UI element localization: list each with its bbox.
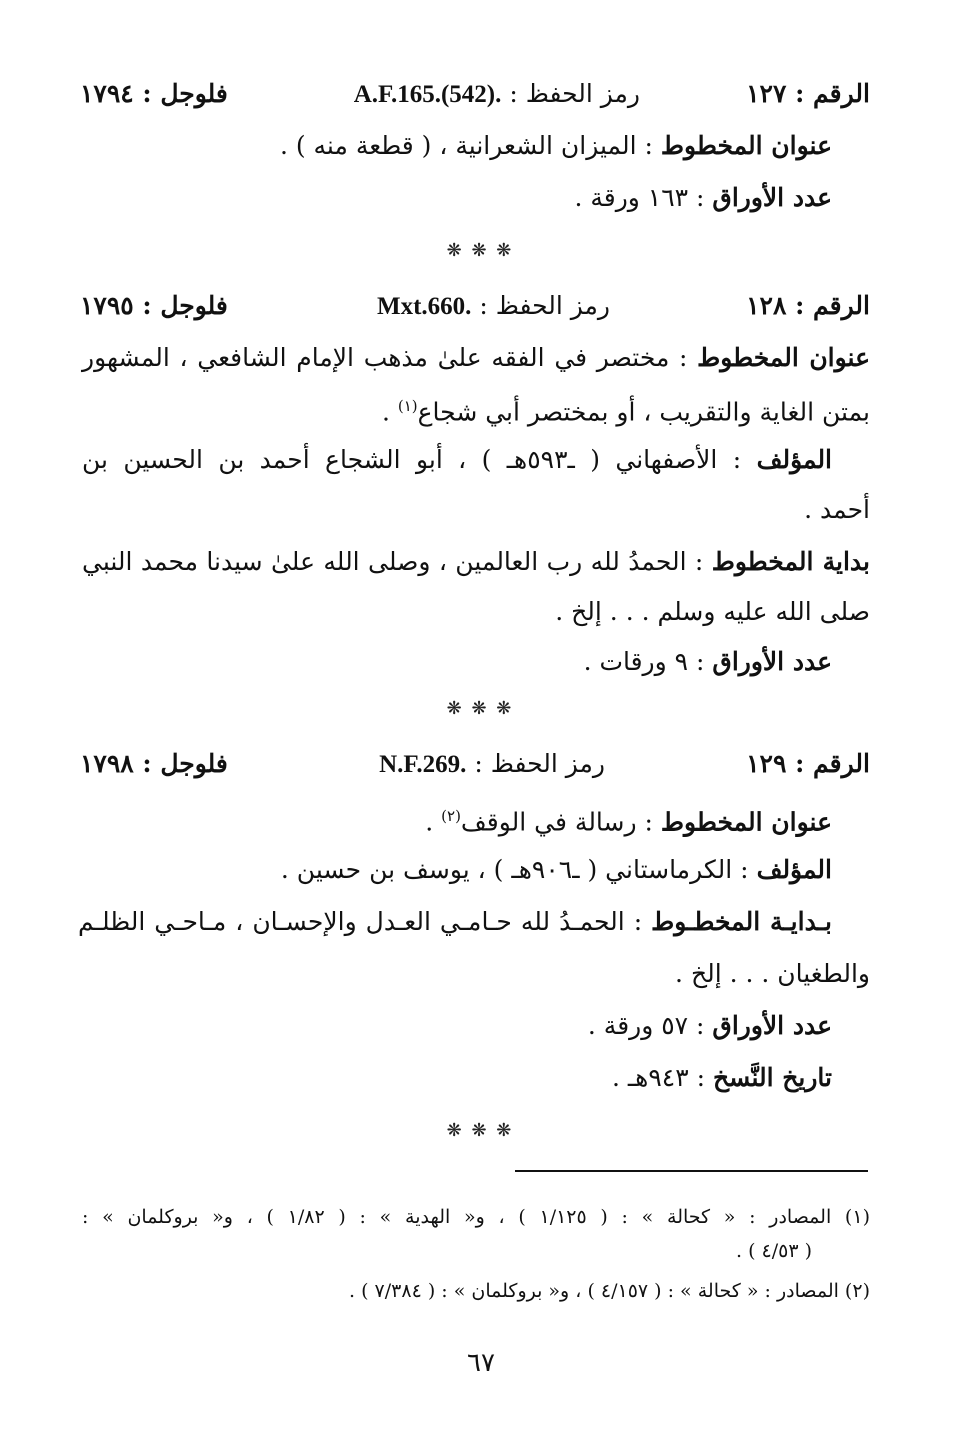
- entry-header: [80, 288, 870, 324]
- title-label: عنوان المخطوط: [697, 343, 871, 372]
- author-line: [82, 442, 832, 478]
- entry-number: الرقم : ١٢٧: [746, 79, 870, 108]
- storage-code: [354, 76, 640, 113]
- begin-line: [78, 904, 832, 940]
- leaves-line: [588, 1008, 832, 1044]
- author-line-2: [804, 492, 870, 528]
- entry-header: [80, 76, 870, 112]
- entry-header: [80, 746, 870, 782]
- leaves-label: عدد الأوراق: [712, 183, 832, 212]
- storage-code-value: Mxt.660.: [376, 293, 472, 320]
- author-text: : الأصفهاني ( ـ٥٩٣هـ ) ، أبو الشجاع أحمد بن الحسين بن: [82, 445, 742, 474]
- begin-line-2: [555, 594, 870, 630]
- title-label: عنوان المخطوط: [660, 131, 832, 160]
- storage-code-label: رمز الحفظ :: [509, 79, 640, 108]
- flugel-number: فلوجل : ١٧٩٥: [80, 291, 228, 320]
- storage-code-value: A.F.165.(542).: [353, 81, 502, 108]
- footnote-rule: [515, 1170, 868, 1172]
- begin-line: [82, 544, 870, 580]
- leaves-text: : ١٦٣ ورقة .: [574, 183, 705, 212]
- page-number: ٦٧: [467, 1348, 495, 1378]
- title-text: : رسالة في الوقف: [460, 807, 653, 837]
- author-label: المؤلف: [756, 445, 833, 474]
- footnote-1-cont: ( ٤/٥٣ ) .: [735, 1240, 812, 1262]
- begin-text-cont: صلى الله عليه وسلم . . . إلخ .: [555, 597, 870, 626]
- title-line: [82, 340, 870, 376]
- copy-date-line: [612, 1060, 832, 1096]
- leaves-label: عدد الأوراق: [712, 1011, 832, 1040]
- leaves-line: [574, 180, 832, 216]
- footnote-2: (٢) المصادر : « كحالة » : ( ٤/١٥٧ ) ، و« بروكلمان » : ( ٧/٣٨٤ ) .: [349, 1280, 870, 1302]
- entry-number: الرقم : ١٢٨: [746, 291, 870, 320]
- flugel-number: فلوجل : ١٧٩٨: [80, 749, 228, 778]
- storage-code-value: N.F.269.: [379, 751, 467, 778]
- title-text: : الميزان الشعرانية ، ( قطعة منه ) .: [279, 131, 653, 160]
- footnote-ref: (٢): [441, 807, 461, 825]
- copy-date-text: : ٩٤٣هـ .: [611, 1063, 706, 1092]
- title-end: .: [425, 807, 442, 837]
- footnote-ref: (١): [397, 397, 418, 415]
- storage-code: [377, 288, 610, 325]
- begin-text: : الحمـدُ لله حـامـي العـدل والإحسـان ، مـاحـي الظلـم: [78, 907, 643, 936]
- title-text-cont: بمتن الغاية والتقريب ، أو بمختصر أبي شجاع: [417, 397, 870, 427]
- storage-code-label: رمز الحفظ :: [479, 291, 610, 320]
- title-line: [280, 128, 832, 164]
- author-label: المؤلف: [756, 855, 832, 884]
- leaves-line: [584, 644, 832, 680]
- title-text: : مختصر في الفقه علىٰ مذهب الإمام الشافعي ، المشهور: [82, 343, 688, 372]
- leaves-label: عدد الأوراق: [712, 647, 832, 676]
- leaves-text: : ٥٧ ورقة .: [587, 1011, 705, 1040]
- storage-code-label: رمز الحفظ :: [474, 749, 605, 778]
- storage-code: [379, 746, 605, 783]
- begin-label: بـدايـة المخطـوط: [651, 907, 832, 936]
- author-text: : الكرماستاني ( ـ٩٠٦هـ ) ، يوسف بن حسين .: [280, 855, 749, 884]
- author-text-cont: أحمد .: [804, 495, 870, 524]
- separator: ❋ ❋ ❋: [446, 698, 514, 719]
- title-line-2: [382, 388, 870, 430]
- flugel-number: فلوجل : ١٧٩٤: [80, 79, 228, 108]
- begin-text: : الحمدُ لله رب العالمين ، وصلى الله علىٰ سيدنا محمد النبي: [82, 547, 704, 576]
- title-label: عنوان المخطوط: [660, 807, 832, 837]
- begin-line-2: [675, 956, 870, 992]
- entry-number: الرقم : ١٢٩: [746, 749, 870, 778]
- separator: ❋ ❋ ❋: [446, 240, 514, 261]
- footnote-1: (١) المصادر : « كحالة » : ( ١/١٢٥ ) ، و« الهدية » : ( ١/٨٢ ) ، و« بروكلمان » :: [82, 1206, 870, 1228]
- leaves-text: : ٩ ورقات .: [583, 647, 705, 676]
- separator: ❋ ❋ ❋: [446, 1120, 514, 1141]
- copy-date-label: تاريخ النَّسخ: [713, 1063, 832, 1092]
- begin-text-cont: والطغيان . . . إلخ .: [675, 959, 870, 988]
- title-end: .: [381, 397, 398, 427]
- begin-label: بداية المخطوط: [711, 547, 870, 576]
- title-line: [425, 798, 832, 840]
- author-line: [281, 852, 832, 888]
